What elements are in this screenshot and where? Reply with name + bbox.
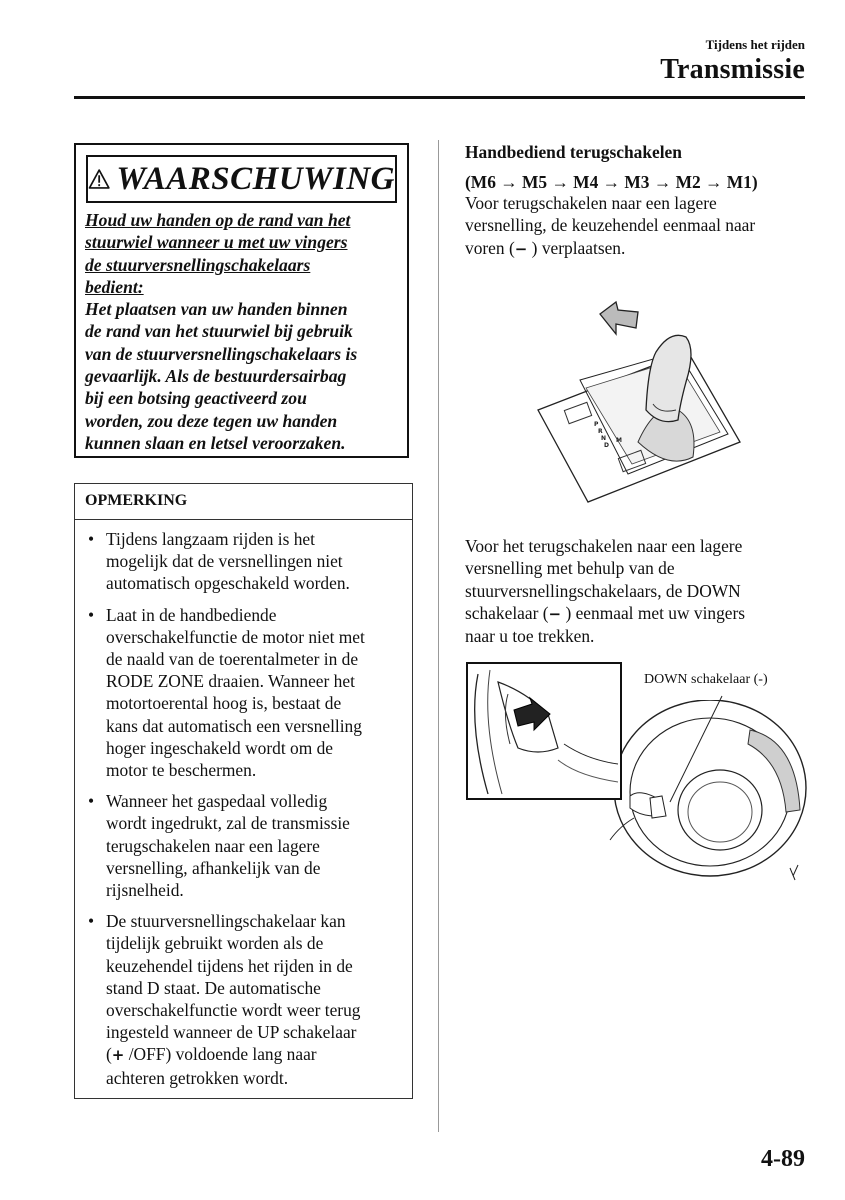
minus-icon: − xyxy=(514,239,528,258)
warning-title: WAARSCHUWING xyxy=(116,160,395,197)
warning-body-line: kunnen slaan en letsel veroorzaken. xyxy=(85,432,346,453)
warning-box xyxy=(74,143,409,458)
gate-letter-m: M xyxy=(616,437,622,444)
section-title: Transmissie xyxy=(660,54,805,85)
warning-text xyxy=(85,209,403,454)
bullet-icon: • xyxy=(88,791,95,812)
bullet-icon: • xyxy=(88,911,95,932)
bullet-icon: • xyxy=(88,529,95,549)
page-number: 4-89 xyxy=(761,1146,805,1172)
warning-lead-line: de stuurversnellingschakelaars xyxy=(85,254,311,275)
note-item: • De stuurversnellingschakelaar kan tijdelijk gebruikt worden als de keuzehendel tijdens het rijden in de stand D staat. De automatische overschakelfunctie wordt weer terug ingesteld wanneer de UP schakelaar (+ /OFF) voldoende lang naar achteren getrokken wordt. xyxy=(88,911,361,1088)
warning-body-line: van de stuurversnellingschakelaars is xyxy=(85,343,358,364)
warning-body-line: bij een botsing geactiveerd zou xyxy=(85,388,307,409)
bullet-icon: • xyxy=(88,604,95,625)
paragraph-lever: Voor terugschakelen naar een lagere versnelling, de keuzehendel eenmaal naar voren (− ) verplaatsen. xyxy=(465,193,756,258)
column-divider xyxy=(438,140,439,1132)
minus-icon: − xyxy=(548,604,562,623)
warning-body-line: de rand van het stuurwiel bij gebruik xyxy=(85,321,353,342)
paddle-closeup-drawing xyxy=(468,664,620,798)
warning-body-line: Het plaatsen van uw handen binnen xyxy=(85,299,348,320)
header-rule xyxy=(74,96,805,99)
chapter-title: Tijdens het rijden xyxy=(705,37,805,52)
warning-body-line: gevaarlijk. Als de bestuurdersairbag xyxy=(85,366,347,387)
paragraph-paddle: Voor het terugschakelen naar een lagere versnelling met behulp van de stuurversnellingschakelaars, de DOWN schakelaar (− ) eenmaal met uw vingers naar u toe trekken. xyxy=(465,536,746,647)
paddle-closeup-inset xyxy=(466,662,622,800)
callout-leader-line xyxy=(640,690,730,810)
shift-lever-illustration xyxy=(528,292,748,504)
warning-header xyxy=(86,155,397,203)
warning-lead-line: Houd uw handen op de rand van het xyxy=(85,210,351,230)
gate-letter-d: D xyxy=(604,442,609,449)
note-item: • Tijdens langzaam rijden is het mogelijk dat de versnellingen niet automatisch opgeschakeld worden. xyxy=(88,529,350,594)
note-list xyxy=(85,528,403,1098)
note-item: • Laat in de handbediende overschakelfunctie de motor niet met de naald van de toerentalmeter in de RODE ZONE draaien. Wanneer het motortoerental hoog is, bestaat de kans dat automatisch een versnelling hoger ingeschakeld wordt om de motor te beschermen. xyxy=(88,604,365,781)
down-switch-callout: DOWN schakelaar (-) xyxy=(644,672,768,687)
gear-sequence: (M6 → M5 → M4 → M3 → M2 → M1) xyxy=(465,172,758,192)
subsection-title: Handbediend terugschakelen xyxy=(465,142,682,162)
gate-letter-n: N xyxy=(601,435,607,442)
gate-letter-r: R xyxy=(598,428,603,435)
warning-lead-line: bedient: xyxy=(85,276,144,297)
gate-letter-p: P xyxy=(594,421,599,428)
note-item: • Wanneer het gaspedaal volledig wordt ingedrukt, zal de transmissie terugschakelen naar een lagere versnelling, afhankelijk van de rijsnelheid. xyxy=(88,791,350,901)
warning-triangle-icon xyxy=(88,165,110,193)
warning-body-line: worden, zou deze tegen uw handen xyxy=(85,410,338,431)
note-box xyxy=(74,483,413,1099)
plus-icon: + xyxy=(111,1046,125,1065)
note-title: OPMERKING xyxy=(75,484,412,520)
warning-lead-line: stuurwiel wanneer u met uw vingers xyxy=(85,232,348,253)
